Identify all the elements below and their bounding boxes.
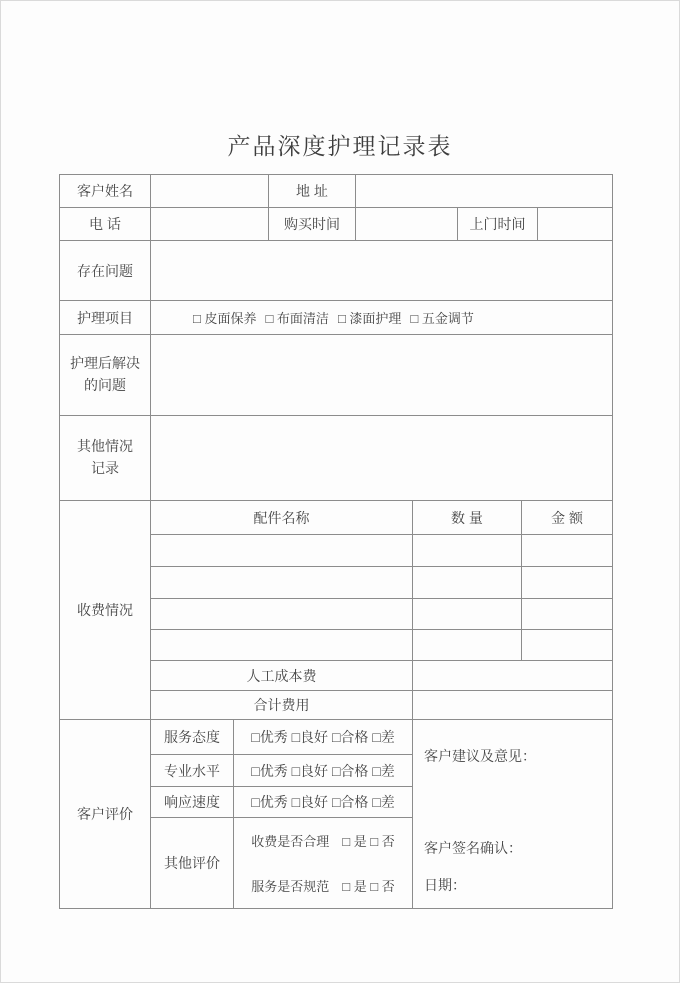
row-solved	[60, 335, 613, 416]
service-standard-label: 服务是否规范	[251, 878, 330, 894]
part-name-cell[interactable]	[151, 599, 413, 630]
problems-label: 存在问题	[60, 241, 151, 301]
quantity-cell[interactable]	[413, 630, 522, 661]
care-record-table	[59, 174, 613, 909]
labor-cost-field[interactable]	[413, 661, 613, 691]
row-basic-1	[60, 175, 613, 208]
row-care-items	[60, 301, 613, 335]
customer-name-label: 客户姓名	[60, 175, 151, 208]
quantity-cell[interactable]	[413, 567, 522, 599]
part-name-cell[interactable]	[151, 630, 413, 661]
response-speed-options[interactable]: □优秀 □良好 □合格 □差	[234, 787, 413, 818]
total-cost-field[interactable]	[413, 691, 613, 720]
problems-field[interactable]	[151, 241, 613, 301]
service-standard-checkboxes[interactable]: □ 是 □ 否	[342, 878, 395, 894]
row-basic-2	[60, 208, 613, 241]
charges-label: 收费情况	[60, 501, 151, 720]
row-other-records	[60, 416, 613, 501]
fee-reasonable-checkboxes[interactable]: □ 是 □ 否	[342, 834, 395, 850]
phone-field[interactable]	[151, 208, 269, 241]
part-name-header: 配件名称	[151, 501, 413, 535]
checkbox-option-paint-care[interactable]: □ 漆面护理	[337, 311, 402, 326]
labor-cost-label: 人工成本费	[151, 661, 413, 691]
checkbox-option-hardware-adjust[interactable]: □ 五金调节	[410, 311, 474, 326]
quantity-cell[interactable]	[413, 535, 522, 567]
care-items-options	[151, 301, 613, 335]
care-items-label: 护理项目	[60, 301, 151, 335]
phone-label: 电 话	[60, 208, 151, 241]
date-label: 日期：	[424, 877, 466, 893]
amount-cell[interactable]	[522, 630, 613, 661]
professional-level-label: 专业水平	[151, 755, 234, 787]
address-field[interactable]	[356, 175, 613, 208]
visit-time-field[interactable]	[538, 208, 613, 241]
total-cost-label: 合计费用	[151, 691, 413, 720]
fee-reasonable-line	[234, 831, 412, 850]
checkbox-option-fabric-clean[interactable]: □ 布面清洁	[265, 311, 329, 326]
amount-cell[interactable]	[522, 599, 613, 630]
checkbox-option-leather-care[interactable]: □ 皮面保养	[193, 311, 257, 326]
other-records-field[interactable]	[151, 416, 613, 501]
suggestion-label: 客户建议及意见：	[424, 748, 536, 764]
response-speed-label: 响应速度	[151, 787, 234, 818]
row-rating-service-attitude	[60, 720, 613, 755]
part-name-cell[interactable]	[151, 567, 413, 599]
address-label: 地 址	[269, 175, 356, 208]
amount-header: 金 额	[522, 501, 613, 535]
part-name-cell[interactable]	[151, 535, 413, 567]
quantity-cell[interactable]	[413, 599, 522, 630]
row-charges-header	[60, 501, 613, 535]
service-standard-line	[234, 876, 412, 895]
service-attitude-options[interactable]: □优秀 □良好 □合格 □差	[234, 720, 413, 755]
purchase-time-field[interactable]	[356, 208, 458, 241]
row-problems	[60, 241, 613, 301]
purchase-time-label: 购买时间	[269, 208, 356, 241]
solved-problems-label: 护理后解决 的问题	[60, 335, 151, 416]
quantity-header: 数 量	[413, 501, 522, 535]
customer-name-field[interactable]	[151, 175, 269, 208]
other-evaluation-options	[234, 818, 413, 909]
amount-cell[interactable]	[522, 535, 613, 567]
professional-level-options[interactable]: □优秀 □良好 □合格 □差	[234, 755, 413, 787]
service-attitude-label: 服务态度	[151, 720, 234, 755]
amount-cell[interactable]	[522, 567, 613, 599]
signature-label: 客户签名确认：	[424, 840, 522, 856]
other-records-label: 其他情况 记录	[60, 416, 151, 501]
fee-reasonable-label: 收费是否合理	[251, 834, 330, 850]
solved-problems-field[interactable]	[151, 335, 613, 416]
feedback-cell[interactable]	[413, 720, 613, 909]
form-title: 产品深度护理记录表	[227, 133, 453, 159]
other-evaluation-label: 其他评价	[151, 818, 234, 909]
evaluation-label: 客户评价	[60, 720, 151, 909]
visit-time-label: 上门时间	[458, 208, 538, 241]
